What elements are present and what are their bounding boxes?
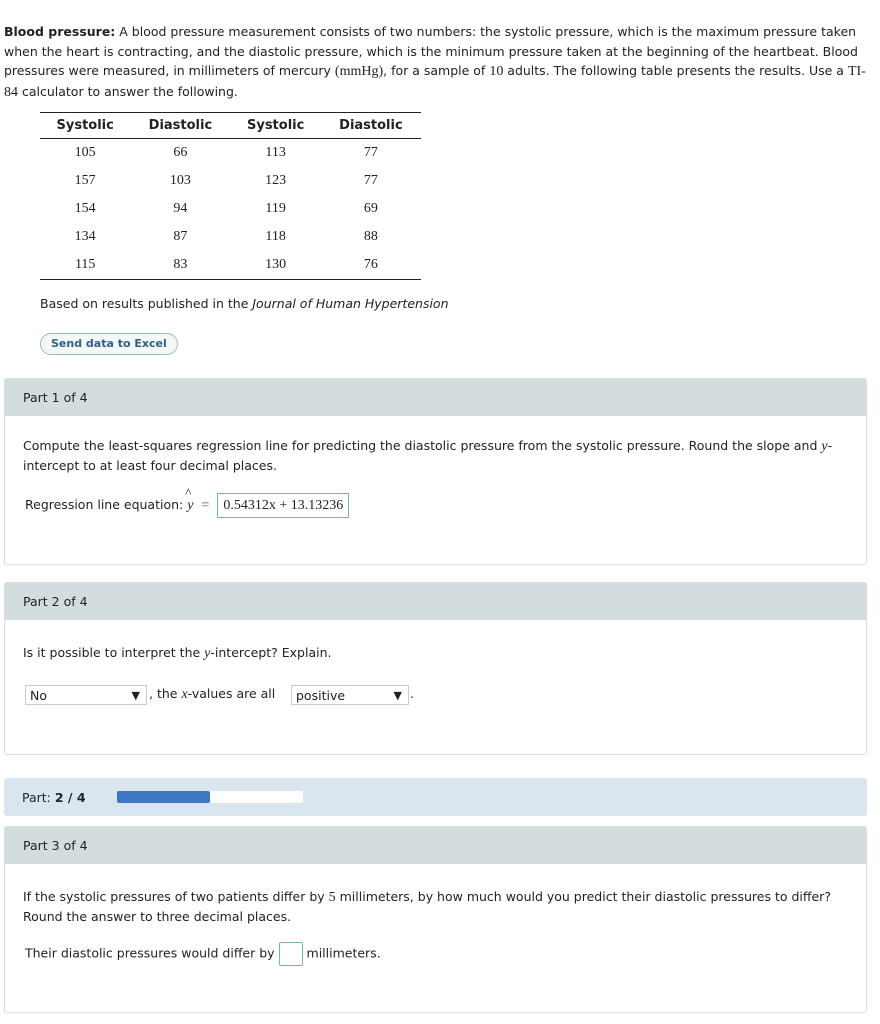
table-cell: 103 [169, 173, 191, 188]
intro-text: A blood pressure measurement consists of two numbers: the systolic pressure, which is the maximum pressure taken when the heart is contracting, and the diastolic pressure, which is the minimum pressure taken at the beginning of the heartbeat. Blood pressures were measured, in millimeters of mercury [4, 24, 858, 78]
table-cell: 134 [74, 229, 96, 244]
progress-track [117, 791, 303, 803]
table-row [40, 223, 421, 251]
table-cell: 113 [265, 145, 286, 160]
table-cell: 115 [74, 257, 96, 272]
table-cell: 94 [173, 201, 188, 216]
table-cell: 88 [363, 229, 378, 244]
triangle-down-icon: ▼ [131, 689, 140, 702]
data-table [40, 112, 421, 280]
progress-label [22, 790, 86, 805]
progress-bar-section [4, 778, 867, 816]
journal-name: Journal of Human Hypertension [252, 296, 449, 311]
intro-text-2: , for a sample of [383, 63, 490, 78]
var-x: x [181, 687, 188, 702]
part-3-question-text-2: millimeters, by how much would you predict their diastolic pressures to differ? Round the answer to three decimal places. [23, 889, 831, 924]
intro-text-3: adults. The following table presents the results. Use a [503, 63, 848, 78]
difference-number: 5 [328, 890, 336, 905]
part-1-panel [4, 378, 867, 565]
equation-label: Regression line equation: [25, 497, 188, 512]
table-row [40, 251, 421, 280]
part-3-panel [4, 826, 867, 1013]
x-values-select[interactable] [291, 685, 409, 705]
y-hat [185, 485, 194, 515]
table-cell: 154 [74, 201, 96, 216]
table-cell: 87 [173, 229, 188, 244]
send-to-excel-button[interactable]: Send data to Excel [40, 333, 178, 355]
part-2-panel [4, 582, 867, 755]
intro-text-4: calculator to answer the following. [18, 83, 238, 99]
table-row [40, 195, 421, 223]
part-2-question [23, 643, 843, 663]
part-2-question-text-2: -intercept? Explain. [210, 645, 332, 660]
intro-unit: (mmHg) [334, 64, 384, 79]
table-cell: 66 [173, 145, 188, 160]
mid-text: , the [149, 686, 182, 701]
table-cell: 123 [265, 173, 287, 188]
part-3-question [23, 887, 843, 926]
table-row [40, 139, 421, 168]
period: . [410, 686, 414, 701]
part-3-answer-row [25, 942, 845, 966]
difference-answer-input[interactable] [279, 942, 303, 966]
table-cell: 130 [265, 257, 287, 272]
table-row [40, 167, 421, 195]
part-2-header: Part 2 of 4 [5, 583, 866, 620]
equals-sign: = [201, 498, 210, 513]
column-header: Diastolic [321, 113, 421, 139]
var-y: y [204, 646, 211, 661]
part-1-question [23, 436, 843, 475]
table-cell: 119 [265, 201, 286, 216]
table-cell: 105 [74, 145, 96, 160]
x-values-select-value: positive [296, 688, 346, 703]
var-y: y [821, 439, 828, 454]
part-1-question-text-2: -intercept to at least four decimal places. [23, 438, 833, 473]
problem-intro [4, 22, 870, 102]
part-2-mid-text [149, 684, 289, 704]
answer-unit: millimeters. [306, 945, 381, 961]
part-1-header: Part 1 of 4 [5, 379, 866, 416]
regression-answer-input[interactable]: 0.54312x + 13.13236 [217, 493, 349, 518]
progress-label-text: Part: [22, 790, 51, 805]
progress-fill [117, 791, 210, 803]
part-3-question-text: If the systolic pressures of two patients differ by [23, 889, 329, 904]
mid-text-2: -values are all [187, 686, 276, 701]
triangle-down-icon: ▼ [393, 689, 402, 702]
source-prefix: Based on results published in the [40, 296, 253, 311]
part-1-question-text: Compute the least-squares regression line for predicting the diastolic pressure from the systolic pressure. Round the slope and [23, 438, 822, 453]
table-cell: 77 [363, 173, 378, 188]
column-header: Systolic [230, 113, 320, 139]
data-source [40, 296, 449, 311]
circumflex-icon: ^ [185, 485, 192, 500]
interpret-select-value: No [30, 688, 47, 703]
y-hat-var: y [187, 498, 194, 513]
table-cell: 157 [74, 173, 96, 188]
table-cell: 83 [173, 257, 188, 272]
intro-calculator: TI-84 [4, 64, 866, 100]
table-cell: 77 [363, 145, 378, 160]
column-header: Diastolic [130, 113, 230, 139]
answer-label: Their diastolic pressures would differ by [25, 945, 275, 961]
regression-equation-row [25, 485, 845, 518]
progress-value: 2 / 4 [54, 790, 86, 805]
intro-sample-size: 10 [489, 64, 504, 79]
table-cell: 69 [363, 201, 378, 216]
column-header: Systolic [40, 113, 130, 139]
table-cell: 118 [265, 229, 286, 244]
intro-title: Blood pressure: [4, 24, 116, 39]
part-2-question-text: Is it possible to interpret the [23, 645, 205, 660]
table-header-row [40, 113, 421, 139]
part-3-header: Part 3 of 4 [5, 827, 866, 864]
table-cell: 76 [363, 257, 378, 272]
interpret-select[interactable] [25, 685, 147, 705]
